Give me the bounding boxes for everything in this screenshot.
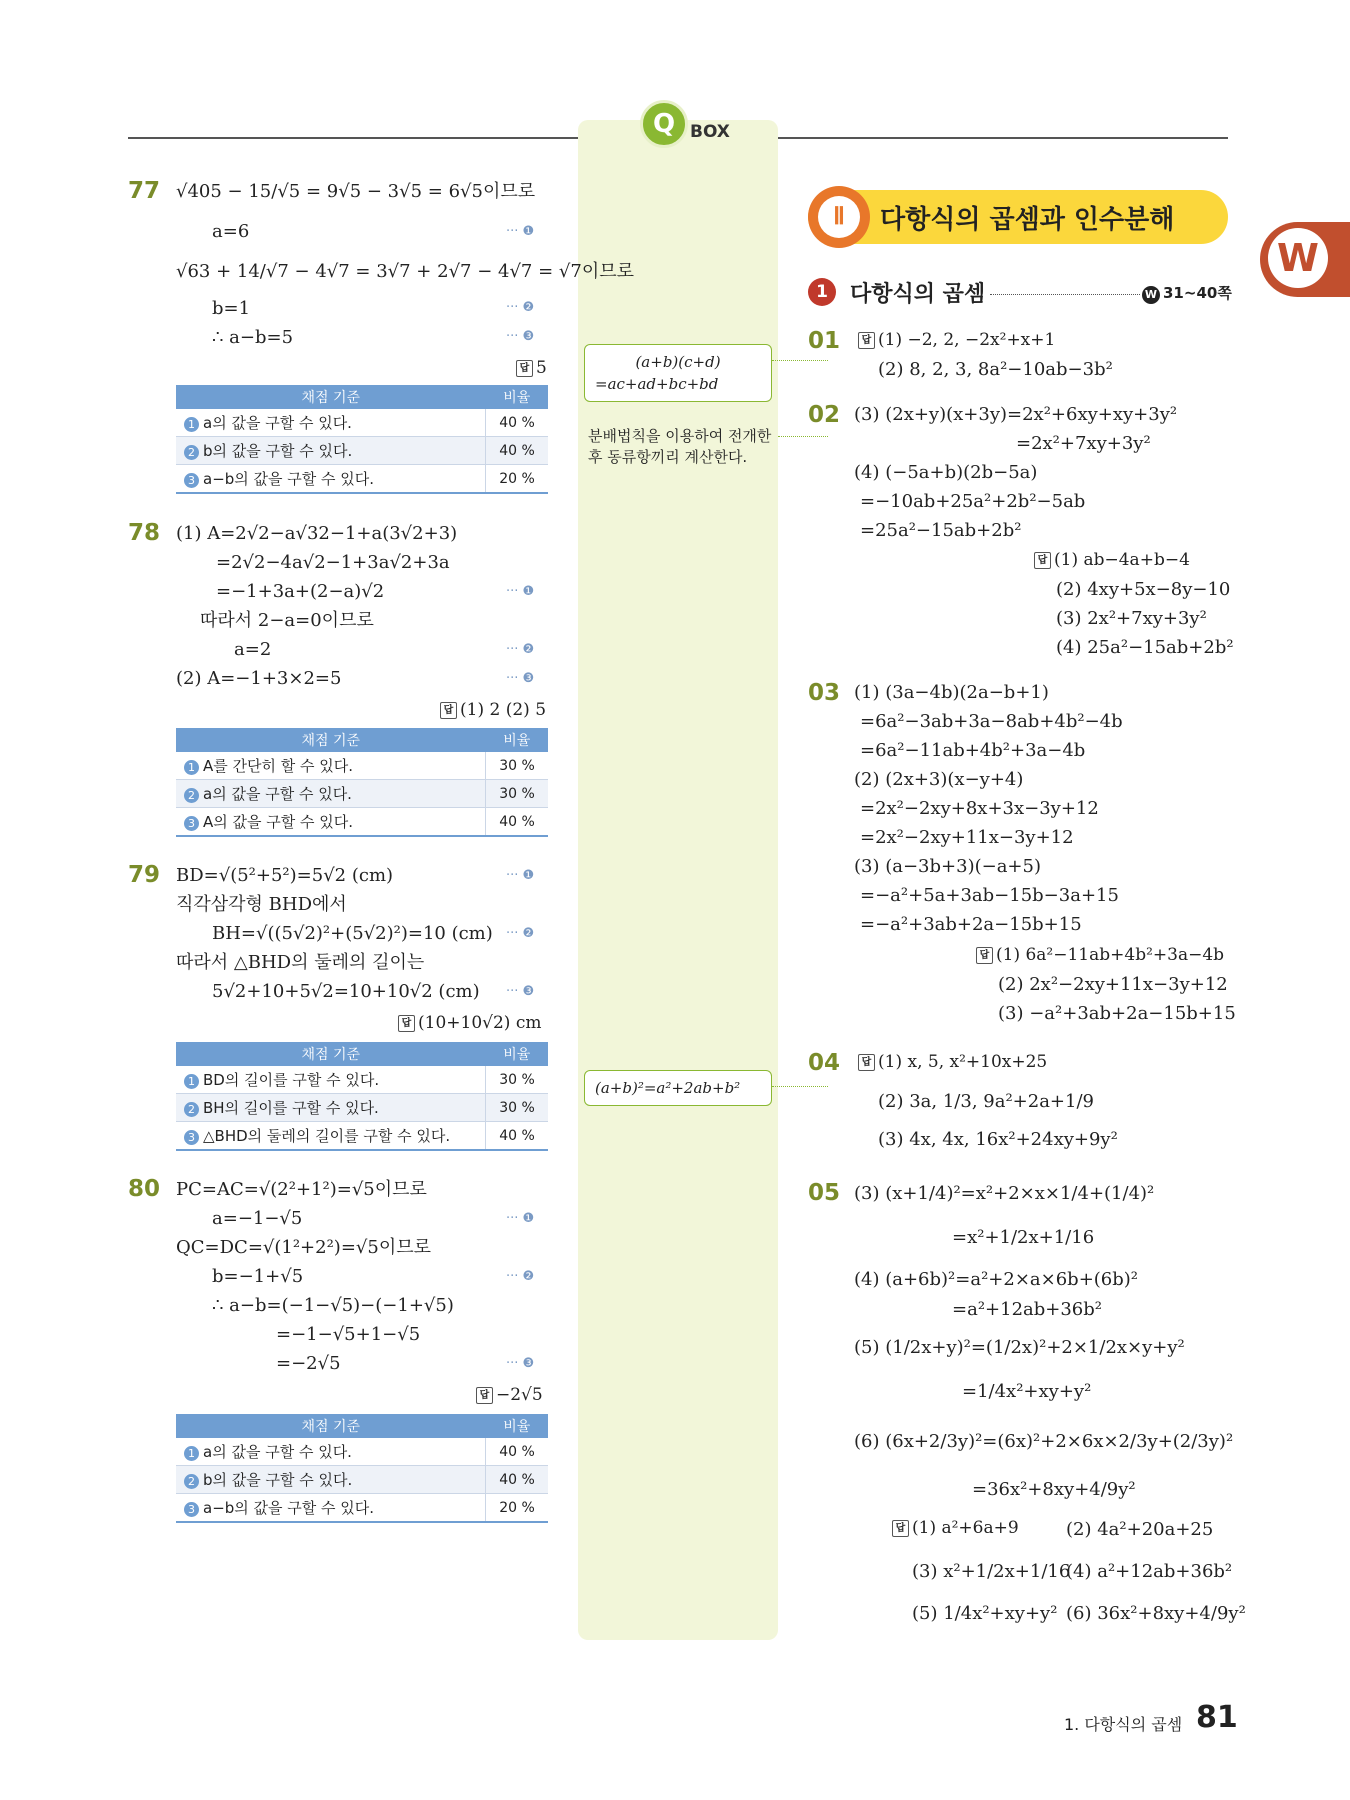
solution-line: a=6: [212, 221, 250, 242]
solution-line: =2x²+7xy+3y²: [1016, 433, 1151, 454]
answer-line: (2) 2x²−2xy+11x−3y+12: [998, 974, 1228, 995]
solution-line: (3) (2x+y)(x+3y)=2x²+6xy+xy+3y²: [854, 404, 1178, 425]
answer: 답 5: [516, 358, 547, 378]
answer-line: (3) 2x²+7xy+3y²: [1056, 608, 1207, 629]
leader-line: [772, 1086, 828, 1087]
problem-number: 78: [128, 520, 161, 546]
solution-line: =−1+3a+(2−a)√2: [216, 581, 385, 602]
solution-line: 따라서 △BHD의 둘레의 길이는: [176, 952, 425, 973]
solution-line: 직각삼각형 BHD에서: [176, 894, 347, 915]
solution-line: √63 + 14/√7 − 4√7 = 3√7 + 2√7 − 4√7 = √7이므로: [176, 261, 634, 282]
solution-line: ∴ a−b=(−1−√5)−(−1+√5): [212, 1295, 454, 1316]
solution-line: =6a²−3ab+3a−8ab+4b²−4b: [860, 711, 1123, 732]
answer: 답 −2√5: [476, 1385, 543, 1405]
solution-line: =−a²+5a+3ab−15b−3a+15: [860, 885, 1119, 906]
step-marker: ··· ❸: [506, 984, 535, 999]
solution-line: =36x²+8xy+4/9y²: [972, 1479, 1136, 1500]
solution-line: =2x²−2xy+11x−3y+12: [860, 827, 1074, 848]
answer-line: (6) 36x²+8xy+4/9y²: [1066, 1603, 1246, 1624]
qbox-note-distributive: (a+b)(c+d) =ac+ad+bc+bd: [584, 344, 772, 402]
solution-line: =2√2−4a√2−1+3a√2+3a: [216, 552, 450, 573]
answer-line: (3) x²+1/2x+1/16: [912, 1561, 1071, 1582]
solution-line: (3) (a−3b+3)(−a+5): [854, 856, 1041, 877]
leader-line: [772, 360, 828, 361]
answer-line: (2) 4xy+5x−8y−10: [1056, 579, 1231, 600]
answer: 답 (1) 2 (2) 5: [440, 700, 546, 720]
solution-line: QC=DC=√(1²+2²)=√5이므로: [176, 1237, 431, 1258]
answer-line: (2) 4a²+20a+25: [1066, 1519, 1214, 1540]
problem-number: 04: [808, 1050, 841, 1076]
problem-number: 02: [808, 402, 841, 428]
solution-line: (2) (2x+3)(x−y+4): [854, 769, 1024, 790]
grading-table: 채점 기준 비율 1 a의 값을 구할 수 있다. 40 % 2 b의 값을 구할 수 있다. 40 % 3 a−b의 값을 구할 수 있다. 20 %: [176, 1414, 548, 1523]
solution-line: (6) (6x+2/3y)²=(6x)²+2×6x×2/3y+(2/3y)²: [854, 1431, 1234, 1452]
leader-line: [778, 436, 828, 437]
solution-line: BH=√((5√2)²+(5√2)²)=10 (cm): [212, 923, 493, 944]
solution-line: =−1−√5+1−√5: [276, 1324, 421, 1345]
problem-number: 77: [128, 178, 161, 204]
qbox-label: BOX: [690, 122, 730, 142]
solution-line: =a²+12ab+36b²: [952, 1299, 1102, 1320]
solution-line: (1) A=2√2−a√32−1+a(3√2+3): [176, 523, 458, 544]
problem-number: 03: [808, 680, 841, 706]
answer-line: (3) 4x, 4x, 16x²+24xy+9y²: [878, 1129, 1118, 1150]
answer-line: (4) a²+12ab+36b²: [1066, 1561, 1233, 1582]
solution-line: (1) (3a−4b)(2a−b+1): [854, 682, 1049, 703]
solution-line: (4) (−5a+b)(2b−5a): [854, 462, 1038, 483]
step-marker: ··· ❷: [506, 926, 535, 941]
answer: 답 (10+10√2) cm: [398, 1013, 541, 1033]
section-leader: [990, 294, 1140, 295]
solution-line: =x²+1/2x+1/16: [952, 1227, 1095, 1248]
step-marker: ··· ❶: [506, 584, 535, 599]
footer-section: 1. 다항식의 곱셈: [1064, 1715, 1183, 1734]
step-marker: ··· ❷: [506, 642, 535, 657]
solution-line: a=2: [234, 639, 272, 660]
section-title: 다항식의 곱셈: [850, 282, 986, 307]
problem-number: 80: [128, 1176, 161, 1202]
qbox-note-text: 분배법칙을 이용하여 전개한 후 동류항끼리 계산한다.: [588, 427, 772, 466]
answer: 답 (1) −2, 2, −2x²+x+1: [858, 330, 1055, 350]
step-marker: ··· ❶: [506, 224, 535, 239]
step-marker: ··· ❶: [506, 1211, 535, 1226]
answer-line: (3) −a²+3ab+2a−15b+15: [998, 1003, 1236, 1024]
page-number: 81: [1196, 1700, 1238, 1735]
solution-line: (2) 8, 2, 3, 8a²−10ab−3b²: [878, 359, 1113, 380]
solution-line: ∴ a−b=5: [212, 327, 294, 348]
solution-line: =1/4x²+xy+y²: [962, 1381, 1092, 1402]
step-marker: ··· ❸: [506, 329, 535, 344]
solution-line: =−a²+3ab+2a−15b+15: [860, 914, 1082, 935]
solution-line: (3) (x+1/4)²=x²+2×x×1/4+(1/4)²: [854, 1183, 1155, 1204]
solution-line: =−10ab+25a²+2b²−5ab: [860, 491, 1086, 512]
solution-line: =−2√5: [276, 1353, 341, 1374]
problem-number: 05: [808, 1180, 841, 1206]
solution-line: (5) (1/2x+y)²=(1/2x)²+2×1/2x×y+y²: [854, 1337, 1185, 1358]
step-marker: ··· ❷: [506, 1269, 535, 1284]
problem-number: 79: [128, 862, 161, 888]
solution-line: b=−1+√5: [212, 1266, 304, 1287]
solution-line: (4) (a+6b)²=a²+2×a×6b+(6b)²: [854, 1269, 1139, 1290]
answer-line: (4) 25a²−15ab+2b²: [1056, 637, 1234, 658]
w-logo: W: [1268, 228, 1328, 288]
answer-line: (2) 3a, 1/3, 9a²+2a+1/9: [878, 1091, 1094, 1112]
answer: 답 (1) x, 5, x²+10x+25: [858, 1052, 1047, 1072]
section-page-ref: W 31~40쪽: [1142, 282, 1232, 304]
answer: 답 (1) ab−4a+b−4: [1034, 550, 1190, 570]
section-number: 1: [808, 278, 836, 306]
chapter-title: 다항식의 곱셈과 인수분해: [880, 205, 1175, 235]
qbox-note-square: (a+b)²=a²+2ab+b²: [584, 1070, 772, 1106]
solution-line: √405 − 15/√5 = 9√5 − 3√5 = 6√5이므로: [176, 181, 536, 202]
solution-line: PC=AC=√(2²+1²)=√5이므로: [176, 1179, 427, 1200]
solution-line: 따라서 2−a=0이므로: [200, 610, 374, 631]
solution-line: 5√2+10+5√2=10+10√2 (cm): [212, 981, 480, 1002]
solution-line: (2) A=−1+3×2=5: [176, 668, 342, 689]
answer: 답 (1) a²+6a+9: [892, 1518, 1019, 1538]
grading-table: 채점 기준 비율 1 A를 간단히 할 수 있다. 30 % 2 a의 값을 구할 수 있다. 30 % 3 A의 값을 구할 수 있다. 40 %: [176, 728, 548, 837]
solution-line: =25a²−15ab+2b²: [860, 520, 1022, 541]
solution-line: =2x²−2xy+8x+3x−3y+12: [860, 798, 1099, 819]
step-marker: ··· ❶: [506, 868, 535, 883]
answer-line: (5) 1/4x²+xy+y²: [912, 1603, 1058, 1624]
step-marker: ··· ❸: [506, 1356, 535, 1371]
solution-line: =6a²−11ab+4b²+3a−4b: [860, 740, 1086, 761]
solution-line: a=−1−√5: [212, 1208, 303, 1229]
solution-line: BD=√(5²+5²)=5√2 (cm): [176, 865, 394, 886]
qbox-badge: Q: [640, 100, 688, 148]
grading-table: 채점 기준 비율 1 BD의 길이를 구할 수 있다. 30 % 2 BH의 길이를 구할 수 있다. 30 % 3 △BHD의 둘레의 길이를 구할 수 있다. 40 %: [176, 1042, 548, 1151]
step-marker: ··· ❷: [506, 300, 535, 315]
problem-number: 01: [808, 328, 841, 354]
chapter-numeral: Ⅱ: [818, 196, 860, 238]
answer: 답 (1) 6a²−11ab+4b²+3a−4b: [976, 945, 1224, 965]
grading-table: 채점 기준 비율 1 a의 값을 구할 수 있다. 40 % 2 b의 값을 구할 수 있다. 40 % 3 a−b의 값을 구할 수 있다. 20 %: [176, 385, 548, 494]
solution-line: b=1: [212, 298, 251, 319]
step-marker: ··· ❸: [506, 671, 535, 686]
